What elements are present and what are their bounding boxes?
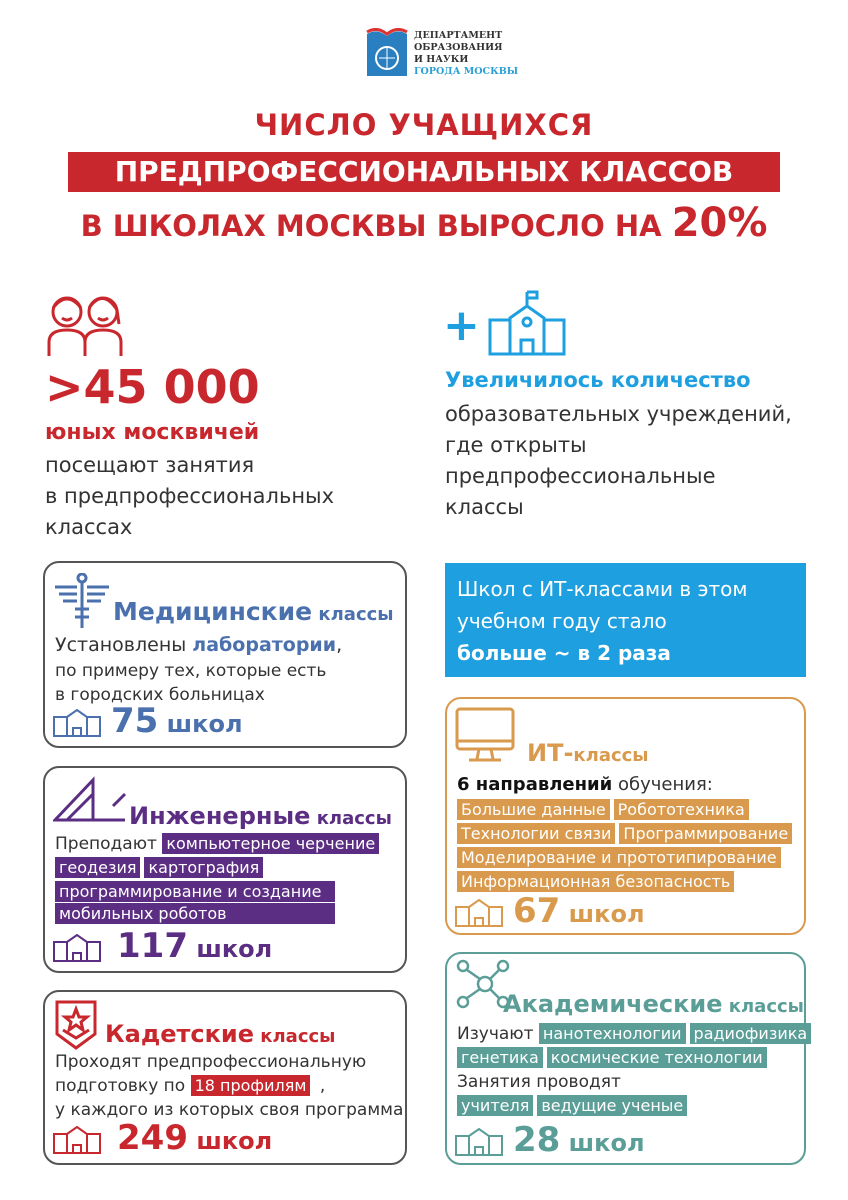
card-line: Занятия проводят xyxy=(457,1072,621,1092)
card-title: ИТ-классы xyxy=(527,739,649,767)
card-title: Медицинские классы xyxy=(113,597,394,626)
department-logo-icon xyxy=(365,28,409,80)
card-line: геодезия картография xyxy=(55,856,267,880)
school-count: 117 школ xyxy=(117,926,273,966)
ruler-triangle-icon xyxy=(53,776,127,822)
card-line: у каждого из которых своя программа xyxy=(55,1100,404,1120)
card-line: учителя ведущие ученые xyxy=(457,1094,691,1118)
school-count: 67 школ xyxy=(513,891,645,931)
school-count: 249 школ xyxy=(117,1118,273,1158)
children-icon xyxy=(45,288,125,358)
students-count: >45 000 xyxy=(45,360,260,414)
card-line: программирование и создание xyxy=(55,880,339,904)
school-count: 28 школ xyxy=(513,1120,645,1160)
school-icon xyxy=(53,1126,101,1154)
card-title: Академические классы xyxy=(503,990,804,1018)
card-title: Кадетские классы xyxy=(105,1020,336,1048)
headline-line1: ЧИСЛО УЧАЩИХСЯ xyxy=(254,108,594,142)
card-line: Технологии связи Программирование xyxy=(457,822,796,846)
school-icon xyxy=(455,899,503,927)
engineering-classes-card xyxy=(43,766,407,973)
plus-icon: + xyxy=(443,300,480,351)
cadet-classes-card xyxy=(43,990,407,1165)
card-line: мобильных роботов xyxy=(55,902,339,926)
it-schools-highlight: Школ с ИТ-классами в этом учебном году стало больше ~ в 2 раза xyxy=(445,563,806,677)
it-classes-card xyxy=(445,697,806,935)
card-line: Проходят предпрофессиональную xyxy=(55,1052,367,1072)
students-subtitle: юных москвичей xyxy=(45,420,260,445)
card-line: Преподают компьютерное черчение xyxy=(55,832,383,856)
school-icon xyxy=(53,709,101,737)
card-line: по примеру тех, которые есть xyxy=(55,661,327,681)
medical-classes-card xyxy=(43,561,407,748)
card-line: генетика космические технологии xyxy=(457,1046,771,1070)
school-icon xyxy=(53,934,101,962)
students-description: посещают занятия в предпрофессиональных классах xyxy=(45,453,335,539)
headline-line3: В ШКОЛАХ МОСКВЫ ВЫРОСЛО НА 20% xyxy=(80,200,768,246)
school-count: 75 школ xyxy=(111,701,243,741)
card-line: Информационная безопасность xyxy=(457,870,738,894)
school-icon xyxy=(455,1128,503,1156)
card-line: в городских больницах xyxy=(55,685,265,705)
caduceus-icon xyxy=(53,573,111,628)
card-line: 6 направлений обучения: xyxy=(457,774,713,795)
card-line: Моделирование и прототипирование xyxy=(457,846,785,870)
institutions-title: Увеличилось количество xyxy=(445,368,751,392)
academic-classes-card xyxy=(445,952,806,1165)
card-title: Инженерные классы xyxy=(129,802,392,830)
computer-monitor-icon xyxy=(455,707,515,763)
department-logo-text: ДЕПАРТАМЕНТ ОБРАЗОВАНИЯ И НАУКИ ГОРОДА МОСКВЫ xyxy=(414,30,519,77)
institutions-description: образовательных учреждений, где открыты предпрофессиональные классы xyxy=(445,402,792,519)
card-line: Большие данные Робототехника xyxy=(457,798,753,822)
headline-banner: ПРЕДПРОФЕССИОНАЛЬНЫХ КЛАССОВ xyxy=(68,152,780,192)
card-line: Изучают нанотехнологии радиофизика xyxy=(457,1022,815,1046)
shield-star-icon xyxy=(55,1000,97,1050)
school-building-icon xyxy=(488,288,566,356)
card-line: Установлены лаборатории, xyxy=(55,634,343,656)
card-line: подготовку по 18 профилям , xyxy=(55,1076,326,1096)
